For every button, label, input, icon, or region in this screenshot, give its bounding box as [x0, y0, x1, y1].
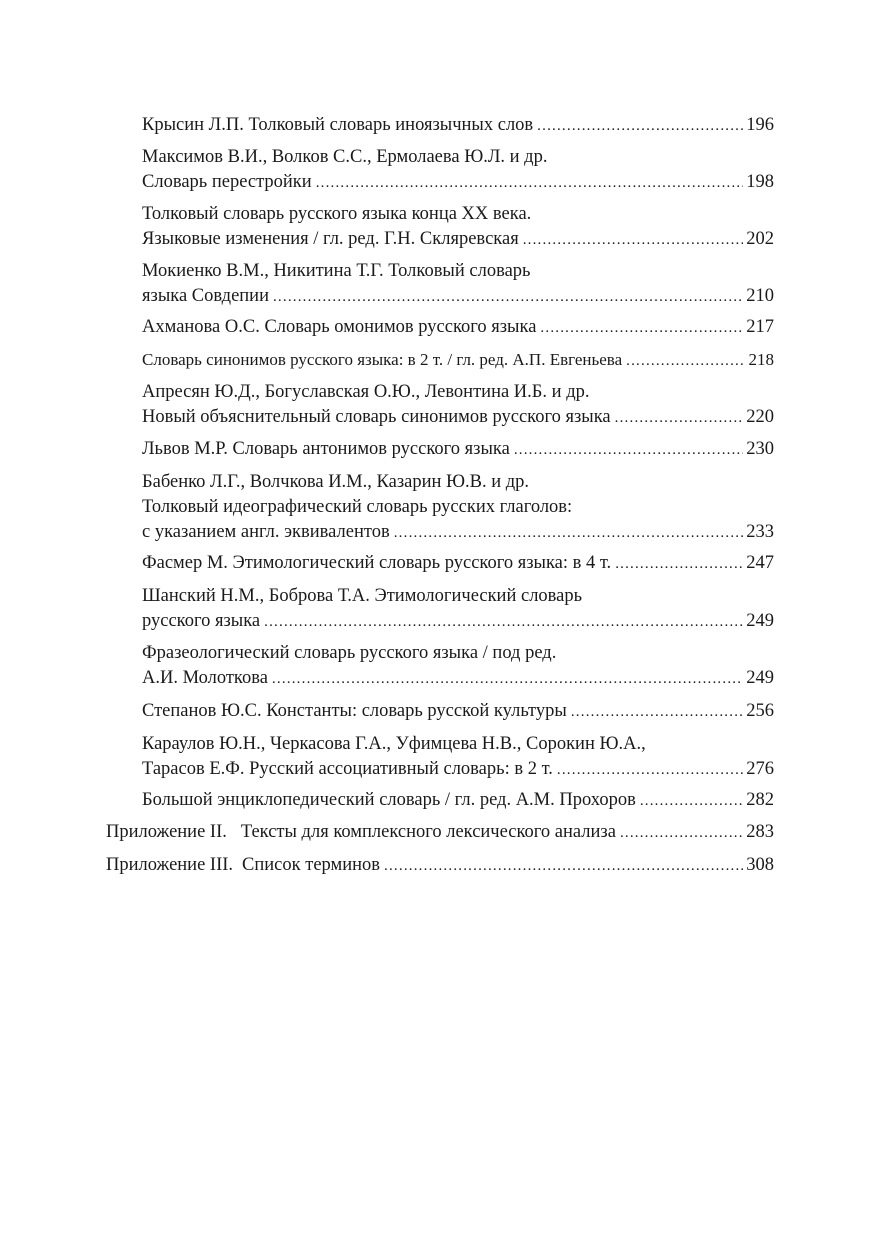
appendix-title: Тексты для комплексного лексического анализа: [240, 822, 616, 842]
page-number: 249: [746, 668, 774, 688]
page-number: 256: [746, 701, 774, 721]
page-number: 202: [746, 229, 774, 249]
page-number: 217: [746, 317, 774, 337]
entry-title: русского языка: [142, 611, 261, 631]
page-number: 276: [746, 759, 774, 779]
dot-leader: [394, 521, 744, 546]
dot-leader: [615, 552, 743, 577]
dot-leader: [615, 406, 744, 431]
page-number: 233: [746, 522, 774, 542]
entry-title: Толковый идеографический словарь русских глаголов:: [142, 497, 573, 517]
toc-entry: [142, 437, 774, 462]
entry-title: Шанский Н.М., Боброва Т.А. Этимологический словарь: [142, 586, 583, 606]
page-number: 220: [746, 407, 774, 427]
page-number: 210: [746, 286, 774, 306]
toc-entry: [142, 641, 774, 691]
dot-leader: [557, 758, 743, 783]
entry-title: Мокиенко В.М., Никитина Т.Г. Толковый словарь: [142, 261, 531, 281]
entry-title: с указанием англ. эквивалентов: [142, 522, 390, 542]
entry-title: Крысин Л.П. Толковый словарь иноязычных слов: [142, 115, 534, 135]
toc-appendix: [106, 853, 774, 878]
toc-entry: [142, 315, 774, 340]
toc-entry: [142, 145, 774, 195]
dot-leader: [523, 228, 744, 253]
entry-title: Апресян Ю.Д., Богуславская О.Ю., Левонтина И.Б. и др.: [142, 382, 590, 402]
dot-leader: [640, 789, 743, 814]
entry-title: Языковые изменения / гл. ред. Г.Н. Скляревская: [142, 229, 519, 249]
page-number: 308: [746, 855, 774, 875]
toc-appendix: [106, 820, 774, 845]
entry-title: Словарь перестройки: [142, 172, 312, 192]
page-number: 247: [746, 553, 774, 573]
toc-entry: [142, 699, 774, 724]
entry-title: Толковый словарь русского языка конца XX века.: [142, 204, 532, 224]
dot-leader: [384, 854, 743, 879]
dot-leader: [540, 316, 743, 341]
entry-title: Караулов Ю.Н., Черкасова Г.А., Уфимцева Н.В., Сорокин Ю.А.,: [142, 734, 646, 754]
dot-leader: [620, 821, 743, 846]
appendix-label: Приложение III.: [106, 855, 234, 875]
toc-entry: [142, 584, 774, 634]
entry-title: Большой энциклопедический словарь / гл. ред. А.М. Прохоров: [142, 790, 636, 810]
entry-title: Фразеологический словарь русского языка / под ред.: [142, 643, 557, 663]
toc-entry: [142, 551, 774, 576]
entry-title: Максимов В.И., Волков С.С., Ермолаева Ю.Л. и др.: [142, 147, 548, 167]
entry-title: Ахманова О.С. Словарь омонимов русского языка: [142, 317, 537, 337]
dot-leader: [626, 349, 745, 374]
dot-leader: [571, 700, 743, 725]
toc-entry: [142, 788, 774, 813]
entry-title: Львов М.Р. Словарь антонимов русского языка: [142, 439, 510, 459]
dot-leader: [272, 667, 743, 692]
dot-leader: [273, 285, 743, 310]
page-number: 230: [746, 439, 774, 459]
dot-leader: [264, 610, 743, 635]
entry-title: Фасмер М. Этимологический словарь русского языка: в 4 т.: [142, 553, 612, 573]
toc-entry: [142, 113, 774, 138]
page-number: 198: [746, 172, 774, 192]
entry-title: Бабенко Л.Г., Волчкова И.М., Казарин Ю.В. и др.: [142, 472, 530, 492]
dot-leader: [537, 114, 743, 139]
entry-title: Новый объяснительный словарь синонимов русского языка: [142, 407, 611, 427]
page-number: 283: [746, 822, 774, 842]
toc-entry: [142, 259, 774, 309]
entry-title: Тарасов Е.Ф. Русский ассоциативный словарь: в 2 т.: [142, 759, 553, 779]
page-number: 196: [746, 115, 774, 135]
appendix-title: Список терминов: [242, 855, 381, 875]
toc-entry: [142, 470, 774, 545]
dot-leader: [316, 171, 744, 196]
page-number: 218: [748, 350, 774, 369]
entry-title: Словарь синонимов русского языка: в 2 т. / гл. ред. А.П. Евгеньева: [142, 350, 623, 369]
entry-title: Степанов Ю.С. Константы: словарь русской культуры: [142, 701, 567, 721]
page-number: 282: [746, 790, 774, 810]
dot-leader: [514, 438, 743, 463]
toc-entry: [142, 202, 774, 252]
page-number: 249: [746, 611, 774, 631]
toc-entry: [142, 732, 774, 782]
toc-entry: [142, 380, 774, 430]
appendix-label: Приложение II.: [106, 822, 227, 842]
entry-title: А.И. Молоткова: [142, 668, 268, 688]
toc-entry: [142, 347, 774, 372]
entry-title: языка Совдепии: [142, 286, 269, 306]
